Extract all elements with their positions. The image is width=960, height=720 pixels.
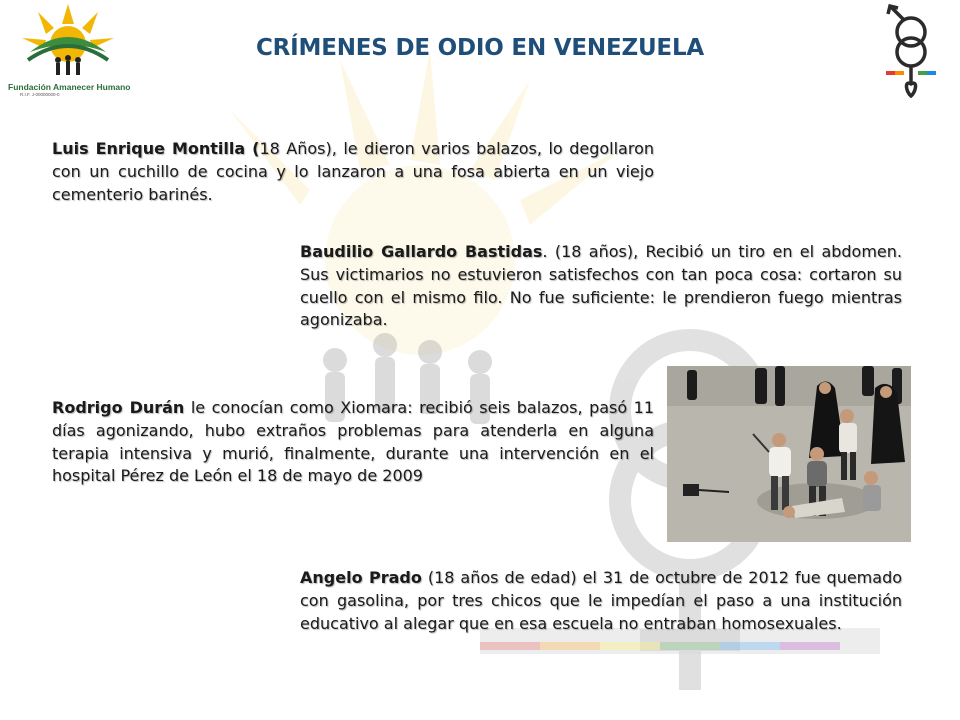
case-paragraph-prado bbox=[300, 567, 902, 635]
page-title: CRÍMENES DE ODIO EN VENEZUELA bbox=[255, 35, 704, 61]
case-name-prado: Angelo Prado bbox=[300, 568, 422, 587]
case-paragraph-gallardo bbox=[300, 241, 902, 332]
case-text-montilla: 18 Años), le dieron varios balazos, lo degollaron con un cuchillo de cocina y lo lanzaron a una fosa abierta en un viejo cementerio barinés. bbox=[52, 139, 654, 204]
case-name-gallardo: Baudilio Gallardo Bastidas bbox=[300, 242, 543, 261]
logo-name: Fundación Amanecer Humano bbox=[8, 82, 131, 92]
case-paragraph-montilla bbox=[52, 138, 654, 206]
case-name-montilla: Luis Enrique Montilla ( bbox=[52, 139, 260, 158]
logo-rif: R.I.F. J-00000000-0 bbox=[20, 92, 60, 97]
street-attack-photo bbox=[667, 366, 911, 542]
case-name-duran: Rodrigo Durán bbox=[52, 398, 185, 417]
case-text-prado: (18 años de edad) el 31 de octubre de 2012 fue quemado con gasolina, por tres chicos que le impedían el paso a una institución educativo al alegar que en esa escuela no entraban homosexuales. bbox=[300, 568, 903, 633]
case-text-gallardo: . (18 años), Recibió un tiro en el abdomen. Sus victimarios no estuvieron satisfechos con tan poca cosa: cortaron su cuello con el mismo filo. No fue suficiente: le prendieron fuego mientras agonizaba. bbox=[300, 242, 903, 330]
case-paragraph-duran bbox=[52, 397, 654, 488]
case-text-duran: le conocían como Xiomara: recibió seis balazos, pasó 11 días agonizando, hubo extraños problemas para atenderla en alguna terapia intensiva y murió, finalmente, durante una intervención en el hospital Pérez de León el 18 de mayo de 2009 bbox=[52, 398, 655, 486]
